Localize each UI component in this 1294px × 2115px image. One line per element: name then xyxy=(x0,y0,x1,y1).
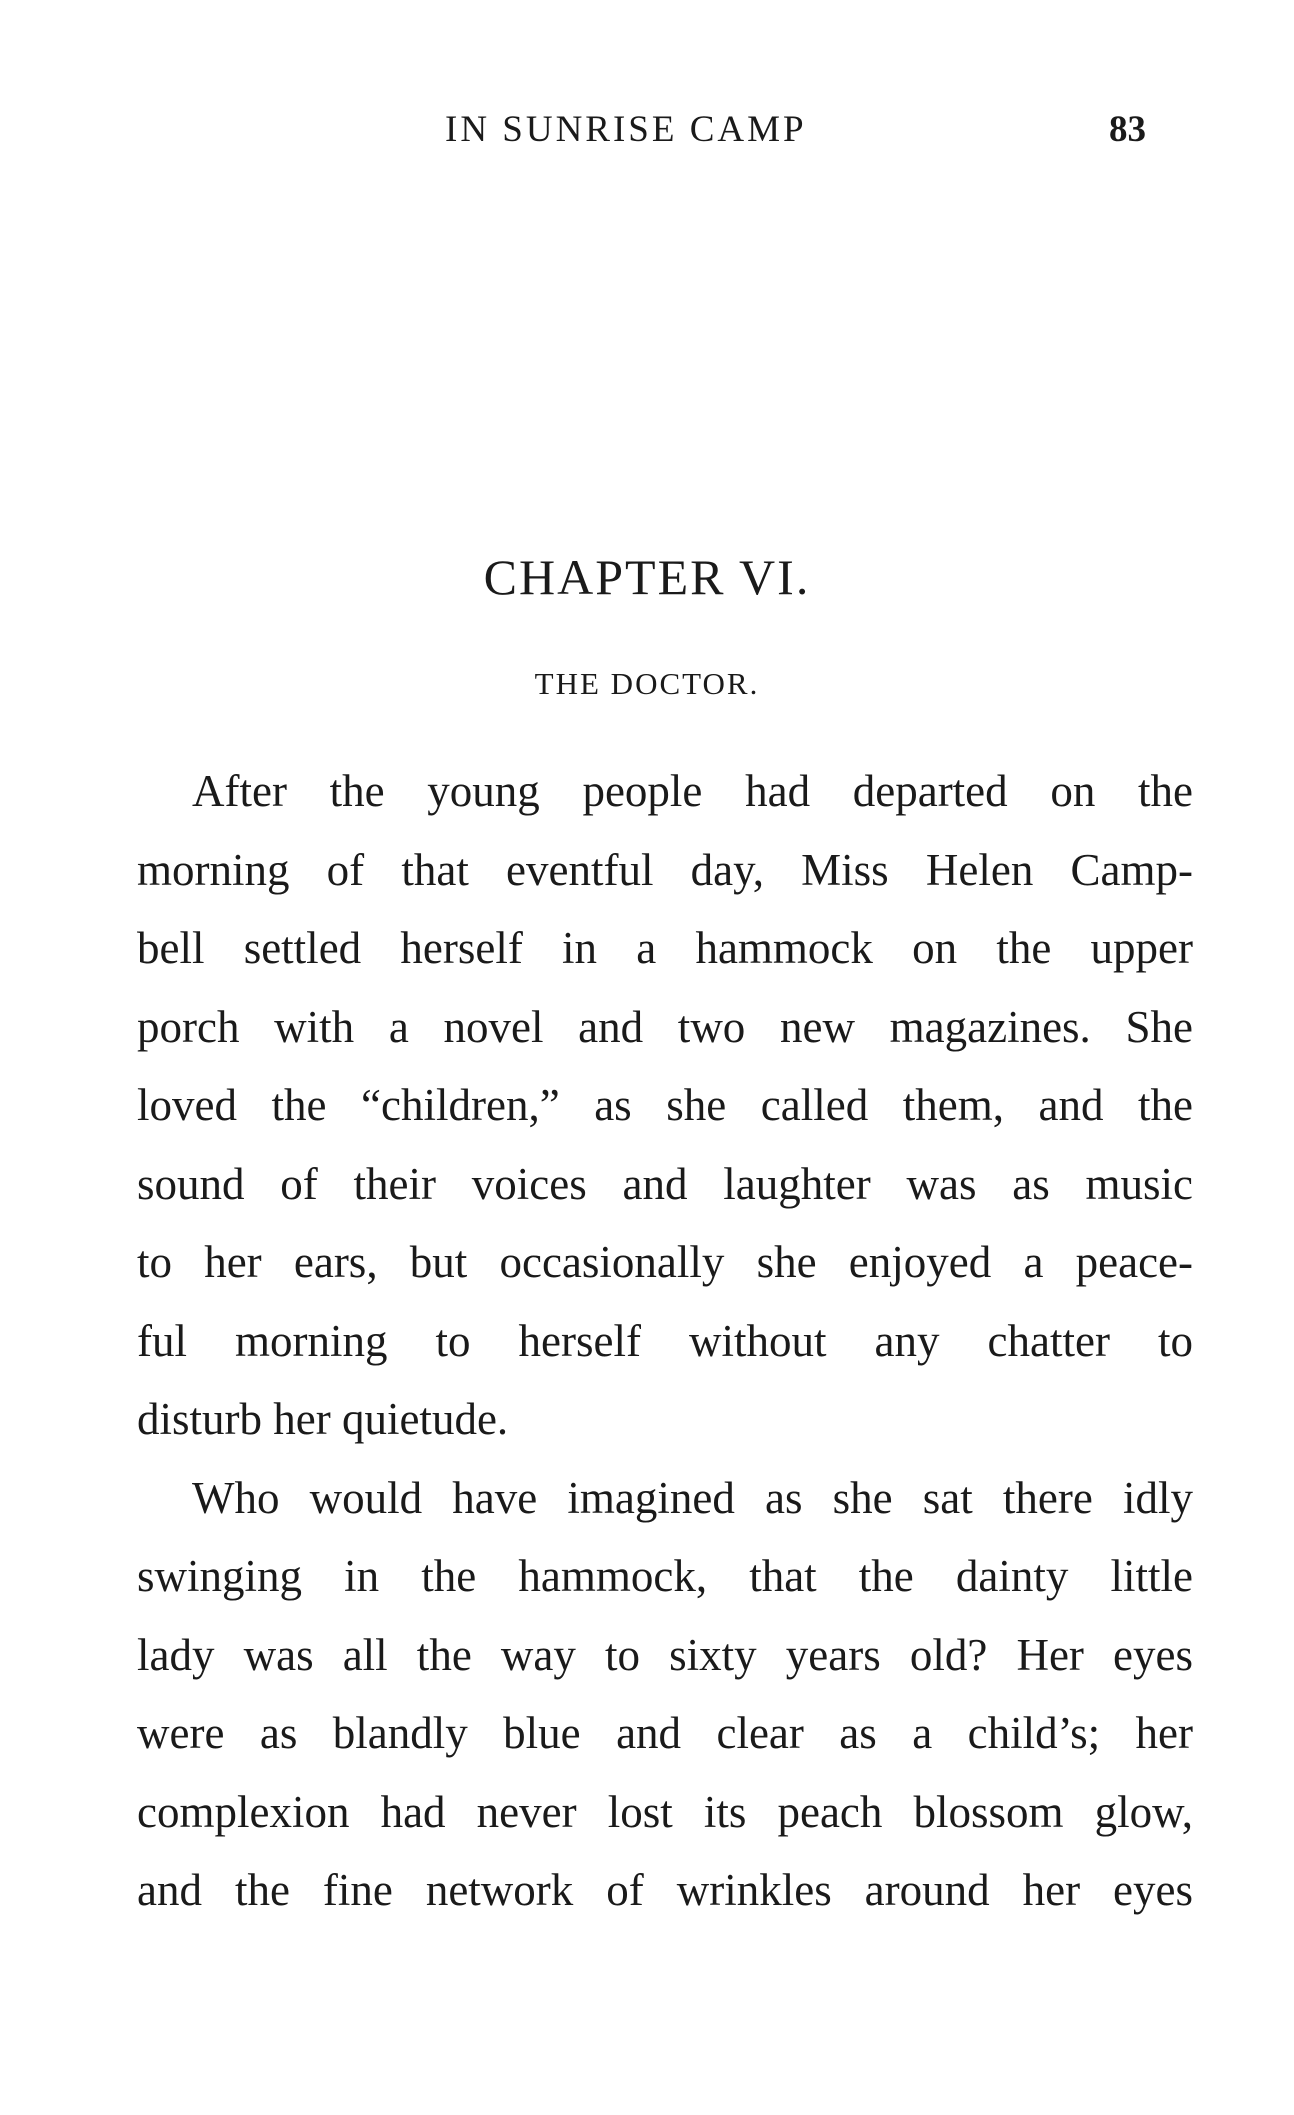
chapter-title: CHAPTER VI. xyxy=(483,549,811,605)
body-text xyxy=(137,752,1193,1930)
chapter-subtitle: THE DOCTOR. xyxy=(534,666,760,701)
text-line: swinging in the hammock, that the dainty little xyxy=(137,1551,1193,1601)
text-line: loved the “children,” as she called them, and the xyxy=(137,1080,1193,1130)
text-line: bell settled herself in a hammock on the upper xyxy=(137,923,1193,973)
page-number: 83 xyxy=(1109,109,1146,150)
text-line: disturb her quietude. xyxy=(137,1394,509,1444)
text-line: and the fine network of wrinkles around her eyes xyxy=(137,1865,1193,1915)
running-head xyxy=(0,108,1294,168)
paragraph xyxy=(137,752,1193,1459)
text-line: to her ears, but occasionally she enjoyed a peace- xyxy=(137,1237,1193,1287)
text-line: morning of that eventful day, Miss Helen Camp- xyxy=(137,844,1193,895)
text-line: were as blandly blue and clear as a child’s; her xyxy=(137,1708,1193,1758)
text-line: lady was all the way to sixty years old? Her eyes xyxy=(137,1629,1193,1680)
text-line: complexion had never lost its peach blossom glow, xyxy=(137,1786,1193,1837)
text-line: ful morning to herself without any chatter to xyxy=(137,1315,1193,1366)
text-line: After the young people had departed on the xyxy=(192,766,1193,816)
text-line: sound of their voices and laughter was as music xyxy=(137,1158,1193,1209)
text-line: Who would have imagined as she sat there idly xyxy=(192,1472,1193,1523)
text-line: porch with a novel and two new magazines. She xyxy=(137,1001,1193,1052)
paragraph xyxy=(137,1459,1193,1930)
running-title: IN SUNRISE CAMP xyxy=(445,109,807,150)
